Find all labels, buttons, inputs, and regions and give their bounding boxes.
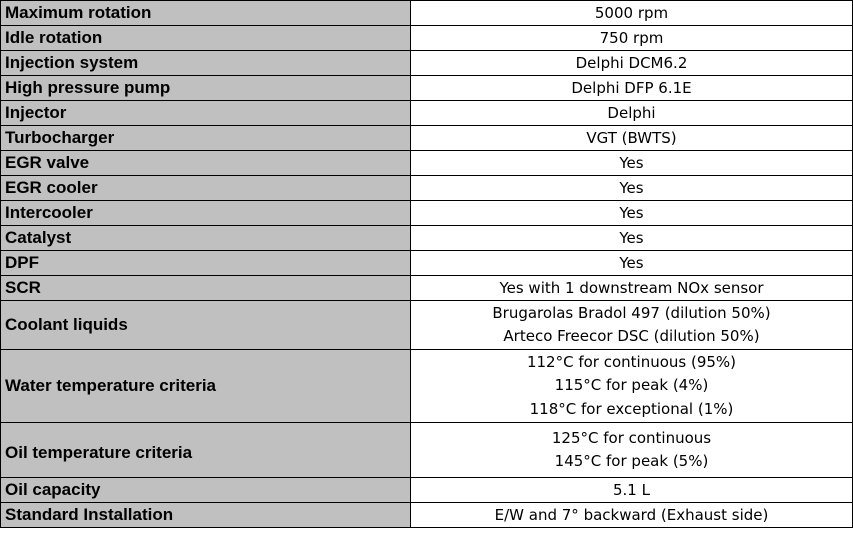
spec-label-idle-rotation: Idle rotation <box>1 26 411 51</box>
table-row <box>1 226 853 251</box>
spec-value-line: 125°C for continuous <box>551 428 712 447</box>
table-row <box>1 276 853 301</box>
spec-label-high-pressure-pump: High pressure pump <box>1 76 411 101</box>
spec-value-maximum-rotation: 5000 rpm <box>411 1 853 26</box>
spec-label-oil-capacity: Oil capacity <box>1 478 411 503</box>
spec-label-maximum-rotation: Maximum rotation <box>1 1 411 26</box>
table-row <box>1 423 853 478</box>
spec-value-line: 112°C for continuous (95%) <box>526 352 737 371</box>
spec-label-intercooler: Intercooler <box>1 201 411 226</box>
table-row <box>1 350 853 423</box>
spec-label-egr-cooler: EGR cooler <box>1 176 411 201</box>
table-row <box>1 151 853 176</box>
spec-table-body <box>1 1 853 528</box>
spec-label-catalyst: Catalyst <box>1 226 411 251</box>
spec-value-egr-valve: Yes <box>411 151 853 176</box>
spec-value-water-temperature-criteria <box>411 350 853 423</box>
spec-label-coolant-liquids: Coolant liquids <box>1 301 411 350</box>
table-row <box>1 101 853 126</box>
table-row <box>1 251 853 276</box>
spec-label-water-temperature-criteria: Water temperature criteria <box>1 350 411 423</box>
spec-value-turbocharger: VGT (BWTS) <box>411 126 853 151</box>
spec-value-line: 115°C for peak (4%) <box>554 376 709 395</box>
spec-value-catalyst: Yes <box>411 226 853 251</box>
spec-label-scr: SCR <box>1 276 411 301</box>
spec-label-oil-temperature-criteria: Oil temperature criteria <box>1 423 411 478</box>
spec-label-injection-system: Injection system <box>1 51 411 76</box>
table-row <box>1 26 853 51</box>
spec-value-dpf: Yes <box>411 251 853 276</box>
spec-label-standard-installation: Standard Installation <box>1 503 411 528</box>
spec-value-high-pressure-pump: Delphi DFP 6.1E <box>411 76 853 101</box>
spec-value-line: Arteco Freecor DSC (dilution 50%) <box>503 327 760 345</box>
spec-label-injector: Injector <box>1 101 411 126</box>
table-row <box>1 51 853 76</box>
table-row <box>1 126 853 151</box>
spec-value-oil-temperature-criteria <box>411 423 853 478</box>
spec-value-scr: Yes with 1 downstream NOx sensor <box>411 276 853 301</box>
spec-value-oil-capacity: 5.1 L <box>411 478 853 503</box>
spec-label-egr-valve: EGR valve <box>1 151 411 176</box>
table-row <box>1 503 853 528</box>
table-row <box>1 1 853 26</box>
spec-value-idle-rotation: 750 rpm <box>411 26 853 51</box>
table-row <box>1 201 853 226</box>
spec-value-intercooler: Yes <box>411 201 853 226</box>
table-row <box>1 478 853 503</box>
spec-value-line: Brugarolas Bradol 497 (dilution 50%) <box>492 303 771 322</box>
spec-value-line: 118°C for exceptional (1%) <box>529 399 734 418</box>
spec-value-line: 145°C for peak (5%) <box>554 452 709 470</box>
spec-label-turbocharger: Turbocharger <box>1 126 411 151</box>
table-row <box>1 176 853 201</box>
spec-value-coolant-liquids <box>411 301 853 350</box>
spec-value-injector: Delphi <box>411 101 853 126</box>
spec-value-injection-system: Delphi DCM6.2 <box>411 51 853 76</box>
spec-label-dpf: DPF <box>1 251 411 276</box>
table-row <box>1 301 853 350</box>
spec-value-egr-cooler: Yes <box>411 176 853 201</box>
spec-value-standard-installation: E/W and 7° backward (Exhaust side) <box>411 503 853 528</box>
table-row <box>1 76 853 101</box>
